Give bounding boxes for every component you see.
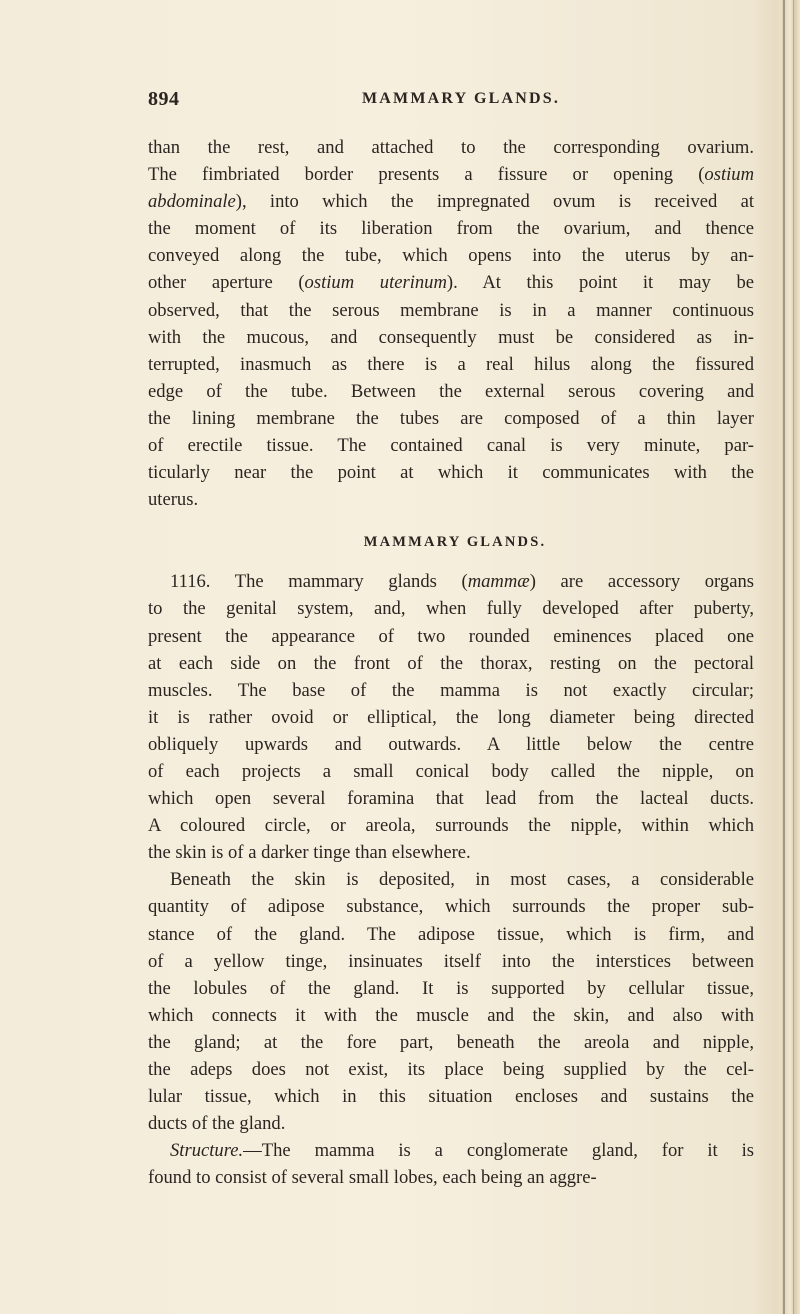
text-line: A coloured circle, or areola, surrounds the nipple, within which <box>148 815 754 837</box>
paragraph-1 <box>148 134 754 513</box>
text-line: stance of the gland. The adipose tissue, which is firm, and <box>148 923 754 945</box>
text-line: the moment of its liberation from the ovarium, and thence <box>148 218 754 240</box>
text-line: the lining membrane the tubes are composed of a thin layer <box>148 407 754 429</box>
text-line: muscles. The base of the mamma is not exactly circular; <box>148 679 754 701</box>
text-line: to the genital system, and, when fully developed after puberty, <box>148 598 754 620</box>
paragraph-4 <box>148 1137 754 1191</box>
page-body <box>148 134 754 1191</box>
text-line: 1116. The mammary glands (mammæ) are accessory organs <box>170 571 754 593</box>
text-line: ducts of the gland. <box>148 1113 286 1135</box>
paragraph-3 <box>148 866 754 1137</box>
text-line: found to consist of several small lobes, each being an aggre- <box>148 1167 597 1189</box>
text-line: ticularly near the point at which it communicates with the <box>148 462 754 484</box>
text-line: at each side on the front of the thorax, resting on the pectoral <box>148 652 754 674</box>
book-spine <box>782 0 800 1314</box>
text-line: the skin is of a darker tinge than elsewhere. <box>148 842 471 864</box>
text-line: other aperture (ostium uterinum). At this point it may be <box>148 272 754 294</box>
text-line: present the appearance of two rounded eminences placed one <box>148 625 754 647</box>
text-line: of a yellow tinge, insinuates itself into the interstices between <box>148 950 754 972</box>
page-number: 894 <box>148 88 180 110</box>
text-line: lular tissue, which in this situation encloses and sustains the <box>148 1086 754 1108</box>
text-line: the gland; at the fore part, beneath the areola and nipple, <box>148 1031 754 1053</box>
text-line: of each projects a small conical body called the nipple, on <box>148 760 754 782</box>
text-line: Structure.—The mamma is a conglomerate gland, for it is <box>170 1140 754 1162</box>
spine-edge-line <box>783 0 785 1314</box>
text-line: The fimbriated border presents a fissure or opening (ostium <box>148 164 754 186</box>
text-line: terrupted, inasmuch as there is a real hilus along the fissured <box>148 353 754 375</box>
text-line: conveyed along the tube, which opens into the uterus by an- <box>148 245 754 267</box>
text-line: Beneath the skin is deposited, in most cases, a considerable <box>170 869 754 891</box>
text-line: obliquely upwards and outwards. A little below the centre <box>148 733 754 755</box>
section-title: MAMMARY GLANDS. <box>363 534 547 551</box>
text-line: the adeps does not exist, its place being supplied by the cel- <box>148 1059 754 1080</box>
text-line: the lobules of the gland. It is supported by cellular tissue, <box>148 977 754 999</box>
text-line: which connects it with the muscle and the skin, and also with <box>148 1004 754 1026</box>
text-line: edge of the tube. Between the external serous covering and <box>148 380 754 402</box>
text-line: which open several foramina that lead from the lacteal ducts. <box>148 788 754 810</box>
spine-edge-line <box>793 0 794 1314</box>
text-line: observed, that the serous membrane is in a manner continuous <box>148 299 754 321</box>
text-line: abdominale), into which the impregnated ovum is received at <box>148 191 754 213</box>
text-line: quantity of adipose substance, which surrounds the proper sub- <box>148 896 754 918</box>
text-line: of erectile tissue. The contained canal is very minute, par- <box>148 435 754 457</box>
text-line: uterus. <box>148 489 199 511</box>
text-line: than the rest, and attached to the corresponding ovarium. <box>148 137 754 158</box>
text-line: with the mucous, and consequently must be considered as in- <box>148 326 754 348</box>
running-title: MAMMARY GLANDS. <box>362 90 561 107</box>
text-line: it is rather ovoid or elliptical, the long diameter being directed <box>148 706 754 728</box>
page-header <box>148 88 754 118</box>
paragraph-2 <box>148 568 754 866</box>
